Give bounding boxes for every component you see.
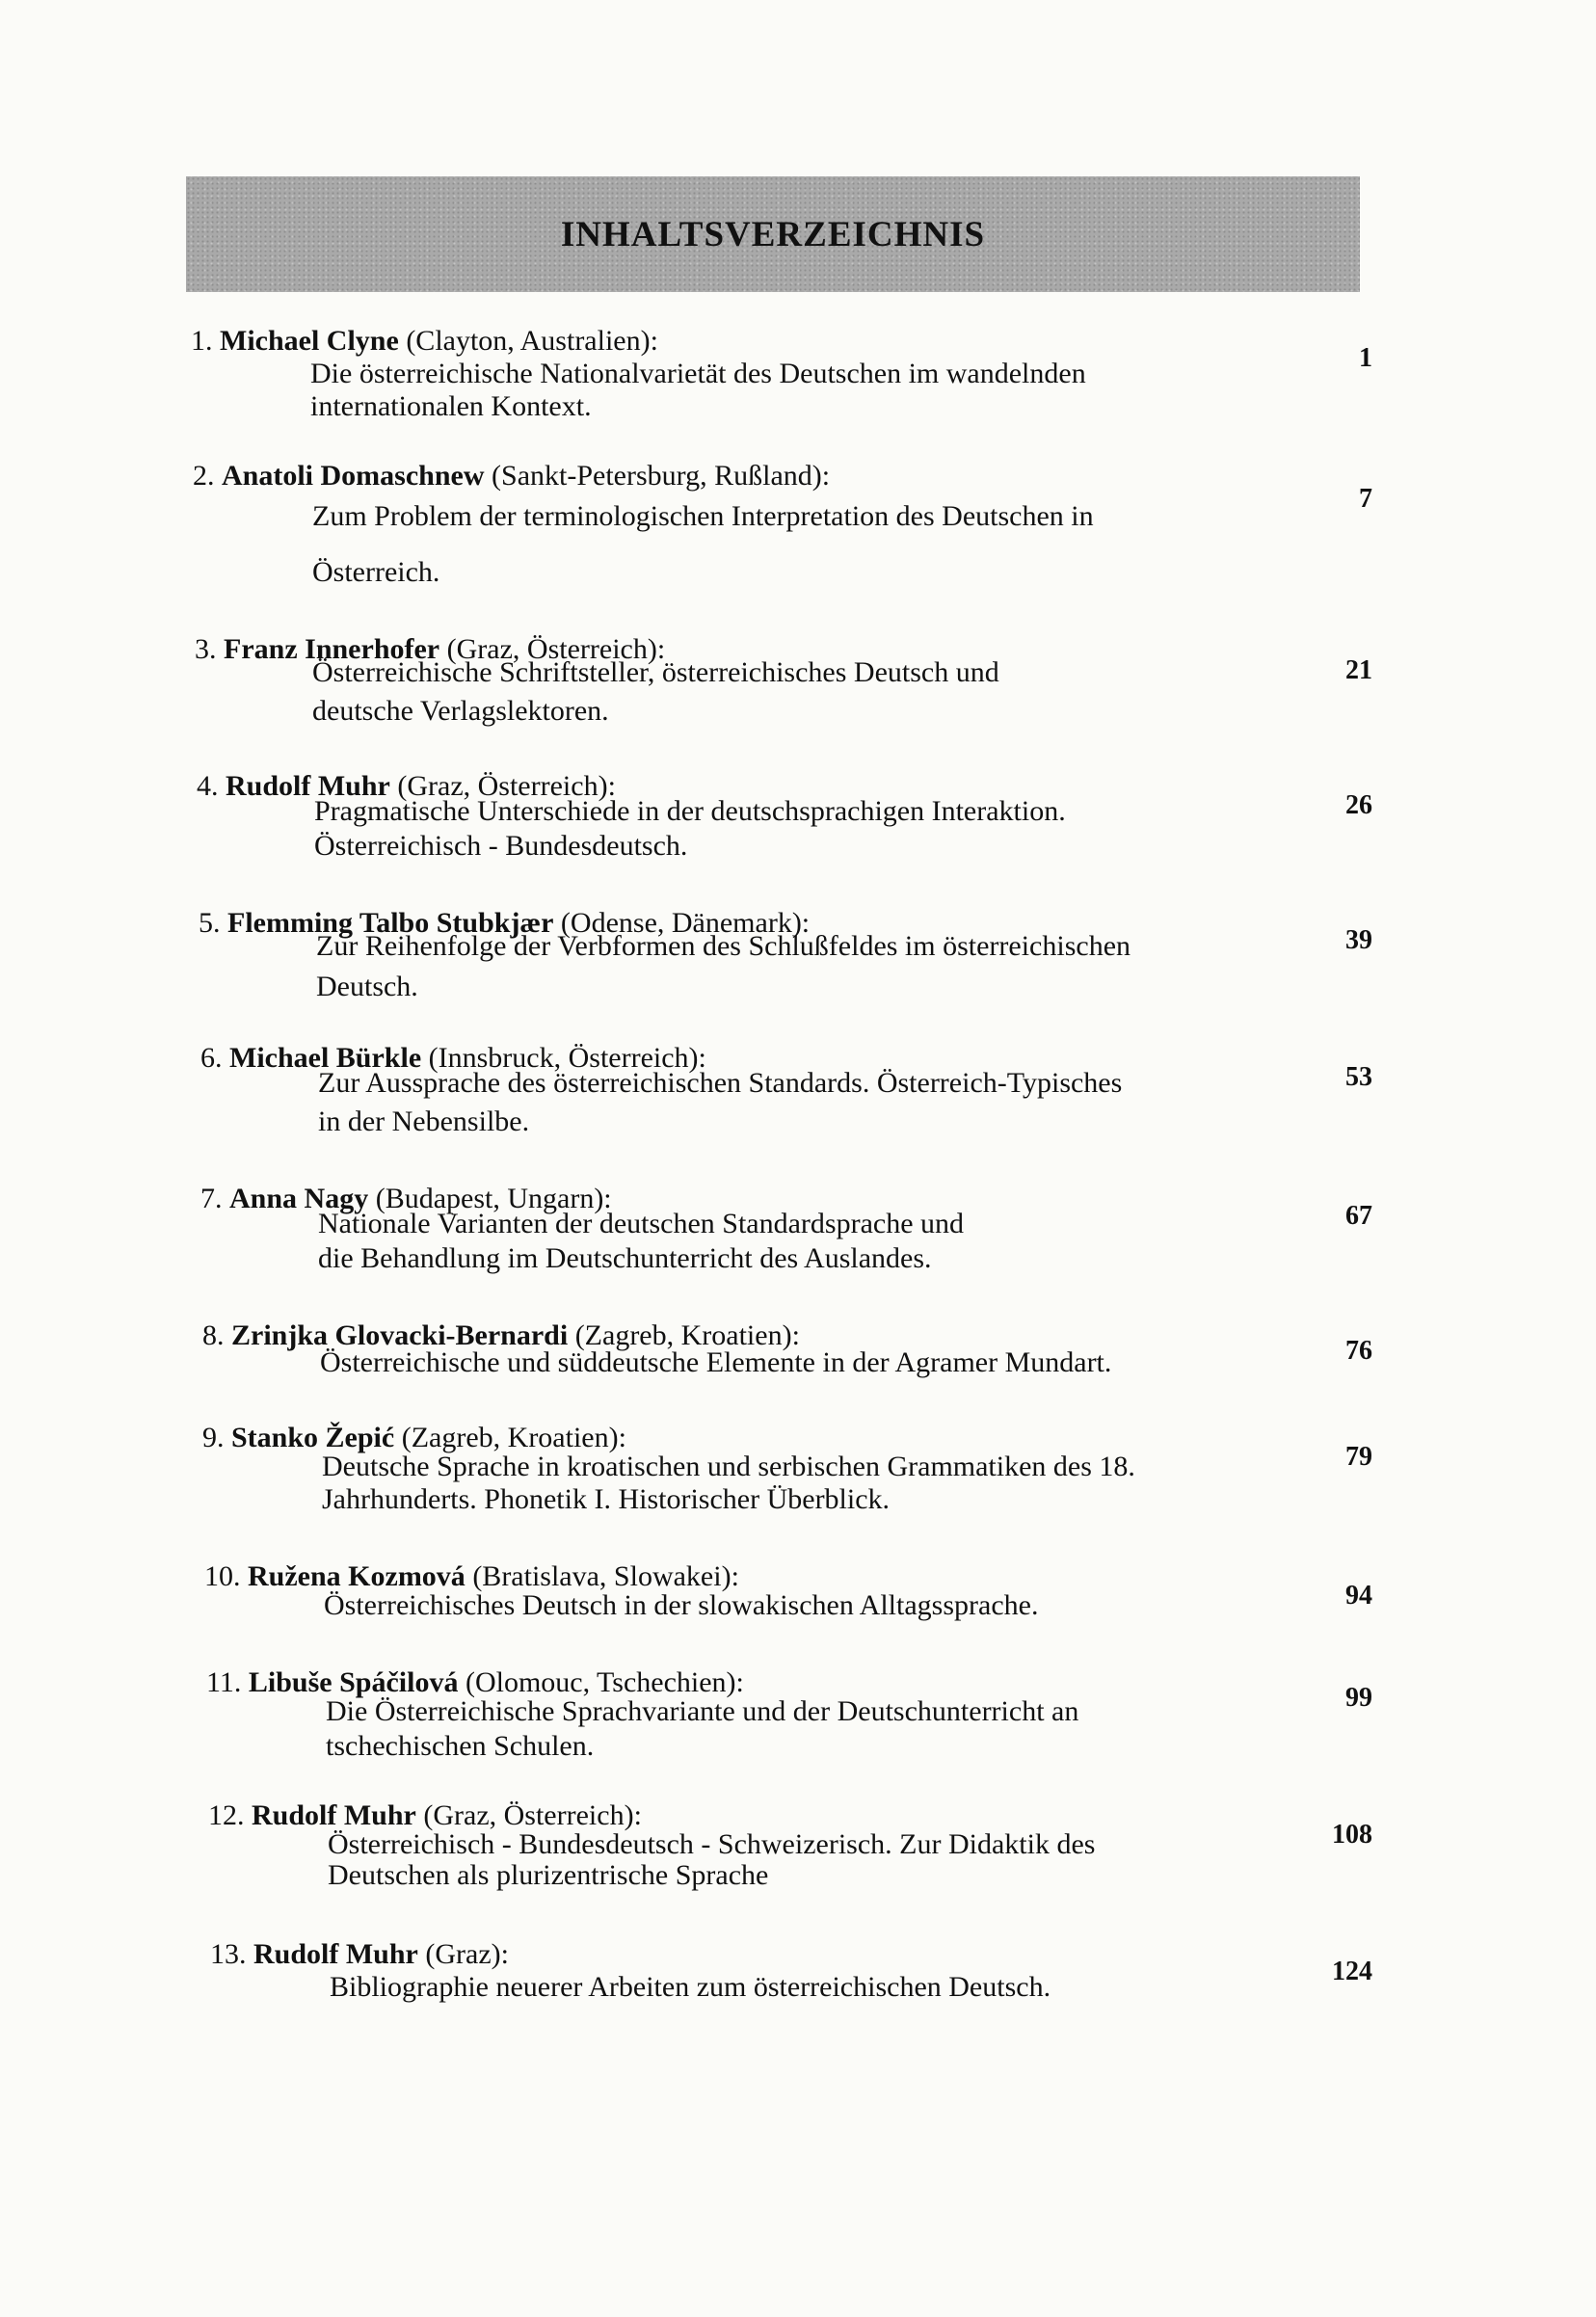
toc-entry-heading (202, 1423, 626, 1453)
toc-entry-affiliation: (Odense, Dänemark): (560, 907, 811, 939)
toc-entry-affiliation: (Sankt-Petersburg, Rußland): (492, 460, 831, 492)
toc-entry-title-line: Österreichisches Deutsch in der slowakischen Alltagssprache. (324, 1589, 1039, 1621)
toc-entry-author: Libuše Spáčilová (248, 1666, 459, 1698)
toc-entry-number: 8. (202, 1319, 225, 1351)
toc-entry-author: Anna Nagy (229, 1183, 369, 1214)
toc-entry-author: Rudolf Muhr (253, 1938, 418, 1970)
toc-entry-author: Michael Clyne (220, 325, 399, 357)
toc-entry-affiliation: (Graz): (425, 1938, 509, 1970)
toc-entry-title-line: die Behandlung im Deutschunterricht des Auslandes. (318, 1242, 932, 1274)
toc-entry-number: 9. (202, 1422, 225, 1453)
toc-heading: INHALTSVERZEICHNIS (560, 214, 986, 254)
toc-entry-affiliation: (Olomouc, Tschechien): (465, 1666, 744, 1698)
toc-entry-heading (210, 1939, 509, 1970)
toc-entry-title-line: Pragmatische Unterschiede in der deutschsprachigen Interaktion. (314, 795, 1066, 827)
toc-entry-title-line: Zur Aussprache des österreichischen Standards. Österreich-Typisches (318, 1067, 1123, 1099)
toc-entry-number: 2. (193, 460, 215, 492)
toc-entry-title-line: Österreich. (312, 556, 440, 588)
toc-entry-title-line: in der Nebensilbe. (318, 1105, 530, 1137)
toc-entry-page-number: 79 (1345, 1442, 1372, 1472)
toc-entry-affiliation: (Graz, Österreich): (397, 770, 616, 802)
toc-entry-page-number: 76 (1345, 1336, 1372, 1366)
toc-entry-title-line: Österreichische und süddeutsche Elemente in der Agramer Mundart. (320, 1346, 1112, 1378)
toc-entry-page-number: 39 (1345, 925, 1372, 955)
toc-entry-author: Rudolf Muhr (226, 770, 390, 802)
toc-entry-title-line: Jahrhunderts. Phonetik I. Historischer Überblick. (322, 1483, 891, 1515)
toc-entry-heading (206, 1667, 744, 1698)
toc-entry-number: 5. (199, 907, 221, 939)
toc-entry-author: Flemming Talbo Stubkjær (227, 907, 554, 939)
toc-entry-title-line: Die österreichische Nationalvarietät des Deutschen im wandelnden (310, 358, 1086, 389)
toc-entry-affiliation: (Graz, Österreich): (423, 1799, 642, 1831)
toc-entry-title-line: Deutsche Sprache in kroatischen und serbischen Grammatiken des 18. (322, 1451, 1135, 1482)
toc-entry-affiliation: (Bratislava, Slowakei): (472, 1560, 739, 1592)
toc-entry-author: Stanko Žepić (231, 1422, 395, 1453)
toc-entry-number: 3. (195, 633, 217, 665)
toc-entry-author: Michael Bürkle (229, 1042, 422, 1074)
toc-entry-page-number: 7 (1359, 484, 1372, 514)
toc-entry-page-number: 124 (1332, 1957, 1372, 1986)
toc-entry-title-line: Nationale Varianten der deutschen Standardsprache und (318, 1208, 965, 1239)
toc-entry-title-line: Zur Reihenfolge der Verbformen des Schlußfeldes im österreichischen (316, 930, 1131, 962)
toc-entry-title-line: Bibliographie neuerer Arbeiten zum österreichischen Deutsch. (330, 1971, 1051, 2003)
toc-entry-page-number: 26 (1345, 790, 1372, 820)
toc-entry-author: Ružena Kozmová (248, 1560, 466, 1592)
toc-entry-number: 11. (206, 1666, 242, 1698)
toc-entry-affiliation: (Zagreb, Kroatien): (574, 1319, 800, 1351)
toc-entry-affiliation: (Clayton, Australien): (406, 325, 658, 357)
toc-entry-heading (204, 1561, 739, 1592)
toc-entry-page-number: 99 (1345, 1683, 1372, 1713)
toc-entry-title-line: internationalen Kontext. (310, 390, 592, 422)
toc-entry-page-number: 1 (1359, 343, 1372, 373)
toc-entry-heading (193, 461, 830, 492)
toc-entry-number: 13. (210, 1938, 247, 1970)
toc-entry-title-line: Österreichisch - Bundesdeutsch. (314, 830, 688, 862)
toc-entry-author: Anatoli Domaschnew (222, 460, 485, 492)
toc-entry-title-line: Deutsch. (316, 971, 418, 1002)
toc-entry-affiliation: (Innsbruck, Österreich): (428, 1042, 706, 1074)
toc-entry-number: 12. (208, 1799, 245, 1831)
toc-entry-affiliation: (Budapest, Ungarn): (375, 1183, 612, 1214)
toc-entry-affiliation: (Zagreb, Kroatien): (401, 1422, 626, 1453)
toc-entry-number: 10. (204, 1560, 241, 1592)
toc-entry-number: 7. (200, 1183, 223, 1214)
toc-entry-author: Zrinjka Glovacki-Bernardi (231, 1319, 569, 1351)
toc-entry-title-line: Österreichische Schriftsteller, österreichisches Deutsch und (312, 656, 999, 688)
toc-entry-title-line: Österreichisch - Bundesdeutsch - Schweizerisch. Zur Didaktik des (328, 1828, 1096, 1860)
toc-entry-page-number: 108 (1332, 1820, 1372, 1850)
toc-entry-title-line: Zum Problem der terminologischen Interpretation des Deutschen in (312, 500, 1094, 532)
toc-entry-number: 4. (197, 770, 219, 802)
toc-entry-title-line: Deutschen als plurizentrische Sprache (328, 1859, 769, 1891)
toc-entry-page-number: 53 (1345, 1062, 1372, 1092)
toc-entry-title-line: deutsche Verlagslektoren. (312, 695, 609, 727)
toc-entry-page-number: 21 (1345, 655, 1372, 685)
toc-entry-affiliation: (Graz, Österreich): (446, 633, 666, 665)
toc-entry-heading (191, 326, 658, 357)
toc-entry-title-line: tschechischen Schulen. (326, 1730, 595, 1762)
toc-entry-title-line: Die Österreichische Sprachvariante und der Deutschunterricht an (326, 1695, 1079, 1727)
toc-entry-author: Franz Innerhofer (224, 633, 440, 665)
toc-entry-page-number: 94 (1345, 1581, 1372, 1611)
toc-entry-number: 6. (200, 1042, 223, 1074)
toc-entry-number: 1. (191, 325, 213, 357)
toc-entry-author: Rudolf Muhr (252, 1799, 416, 1831)
toc-entry-page-number: 67 (1345, 1201, 1372, 1231)
toc-entry-heading (208, 1800, 642, 1831)
